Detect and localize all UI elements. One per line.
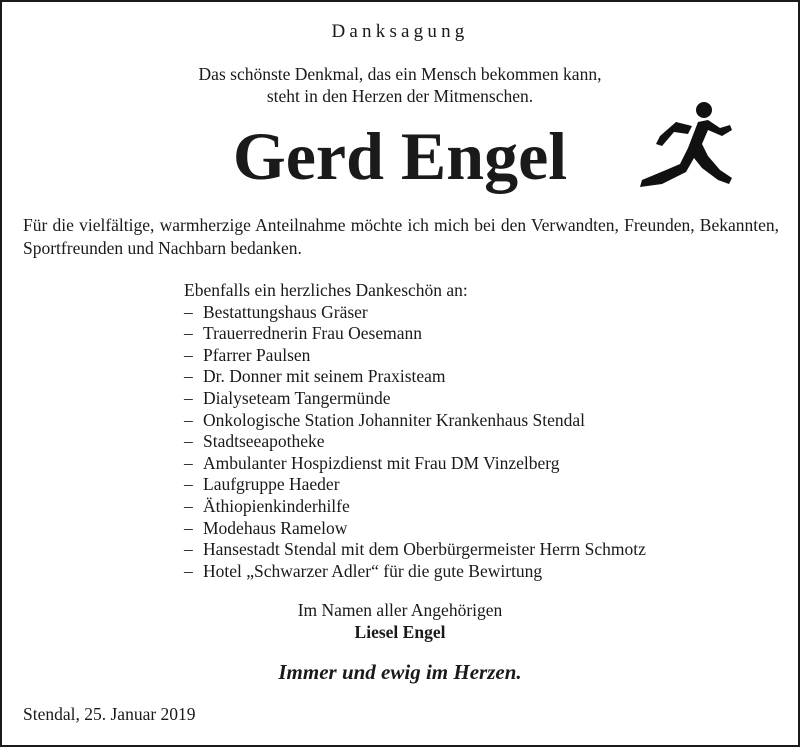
signer-name: Liesel Engel (354, 622, 446, 642)
acknowledgement-list (184, 302, 744, 583)
list-item (184, 431, 744, 453)
list-item-text: Stadtseeapotheke (203, 431, 325, 452)
list-item (184, 539, 744, 561)
deceased-name: Gerd Engel (232, 118, 568, 194)
list-item (184, 345, 744, 367)
list-item-text: Äthiopienkinderhilfe (203, 495, 350, 516)
quote-line: Das schönste Denkmal, das ein Mensch bekommen kann, (198, 64, 602, 84)
list-item-text: Onkologische Station Johanniter Krankenhaus Stendal (203, 409, 586, 430)
list-dash: – (184, 344, 193, 365)
list-dash: – (184, 517, 193, 538)
list-item (184, 561, 744, 583)
list-item-text: Pfarrer Paulsen (203, 344, 311, 365)
signature-block (0, 599, 800, 643)
sign-line: Im Namen aller Angehörigen (297, 600, 503, 620)
thanks-paragraph: Für die vielfältige, warmherzige Anteilnahme möchte ich mich bei den Verwandten, Freunden, Bekannten, Sportfreunden und Nachbarn bedanken. (23, 215, 779, 258)
list-item-text: Trauerrednerin Frau Oesemann (203, 323, 423, 344)
list-dash: – (184, 539, 193, 560)
list-item-text: Ambulanter Hospizdienst mit Frau DM Vinzelberg (203, 452, 560, 473)
list-dash: – (184, 387, 193, 408)
list-dash: – (184, 409, 193, 430)
list-item (184, 323, 744, 345)
list-item (184, 518, 744, 540)
list-item-text: Hotel „Schwarzer Adler“ für die gute Bewirtung (203, 560, 543, 581)
list-item (184, 474, 744, 496)
motto: Immer und ewig im Herzen. (278, 660, 522, 684)
list-item-text: Modehaus Ramelow (203, 517, 348, 538)
list-intro: Ebenfalls ein herzliches Dankeschön an: (184, 280, 468, 300)
list-dash: – (184, 560, 193, 581)
list-dash: – (184, 301, 193, 322)
list-dash: – (184, 452, 193, 473)
list-item-text: Laufgruppe Haeder (203, 474, 340, 495)
list-dash: – (184, 474, 193, 495)
list-item (184, 388, 744, 410)
list-item-text: Dr. Donner mit seinem Praxisteam (203, 366, 446, 387)
list-dash: – (184, 366, 193, 387)
quote-line: steht in den Herzen der Mitmenschen. (266, 86, 534, 106)
list-item-text: Bestattungshaus Gräser (203, 301, 368, 322)
list-dash: – (184, 323, 193, 344)
list-item (184, 453, 744, 475)
notice-heading: Danksagung (331, 21, 469, 42)
list-item (184, 496, 744, 518)
list-dash: – (184, 431, 193, 452)
list-item-text: Hansestadt Stendal mit dem Oberbürgermeister Herrn Schmotz (203, 539, 646, 560)
list-item (184, 302, 744, 324)
running-figure-icon (632, 100, 736, 192)
place-date: Stendal, 25. Januar 2019 (23, 704, 196, 724)
list-item (184, 366, 744, 388)
list-item (184, 410, 744, 432)
list-item-text: Dialyseteam Tangermünde (203, 387, 391, 408)
list-dash: – (184, 495, 193, 516)
acknowledgements (184, 280, 744, 582)
